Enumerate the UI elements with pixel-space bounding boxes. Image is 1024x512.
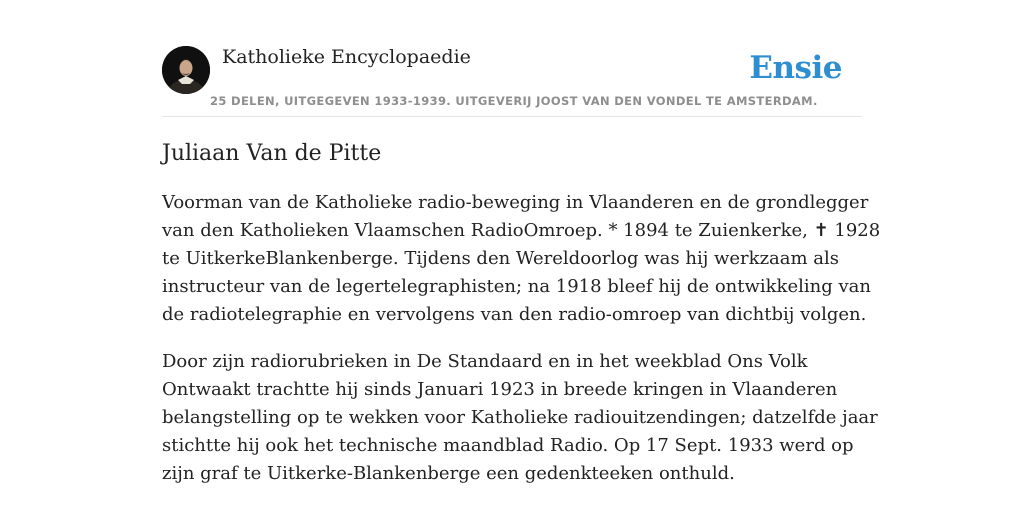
article xyxy=(162,138,882,488)
source-title[interactable]: Katholieke Encyclopaedie xyxy=(222,46,471,68)
article-paragraph: Door zijn radiorubrieken in De Standaard en in het weekblad Ons Volk Ontwaakt trachtte hij sinds Januari 1923 in breede kringen in Vlaanderen belangstelling op te wekken voor Katholieke radiouitzendingen; datzelfde jaar stichtte hij ook het technische maandblad Radio. Op 17 Sept. 1933 werd op zijn graf te Uitkerke-Blankenberge een gedenkteeken onthuld. xyxy=(162,351,878,484)
article-title: Juliaan Van de Pitte xyxy=(162,141,382,166)
portrait-avatar-icon[interactable] xyxy=(162,46,210,94)
source-header xyxy=(162,40,862,117)
article-paragraph: Voorman van de Katholieke radio-beweging in Vlaanderen en de grondlegger van den Katholieken Vlaamschen RadioOmroep. * 1894 te Zuienkerke, ✝ 1928 te UitkerkeBlankenberge. Tijdens den Wereldoorlog was hij werkzaam als instructeur van de legertelegraphisten; na 1918 bleef hij de ontwikkeling van de radiotelegraphie en vervolgens van den radio-omroep van dichtbij volgen. xyxy=(162,192,881,325)
brand-logo[interactable]: Ensie xyxy=(749,50,842,86)
source-subtitle: 25 DELEN, UITGEGEVEN 1933-1939. UITGEVERIJ JOOST VAN DEN VONDEL TE AMSTERDAM. xyxy=(210,94,818,108)
